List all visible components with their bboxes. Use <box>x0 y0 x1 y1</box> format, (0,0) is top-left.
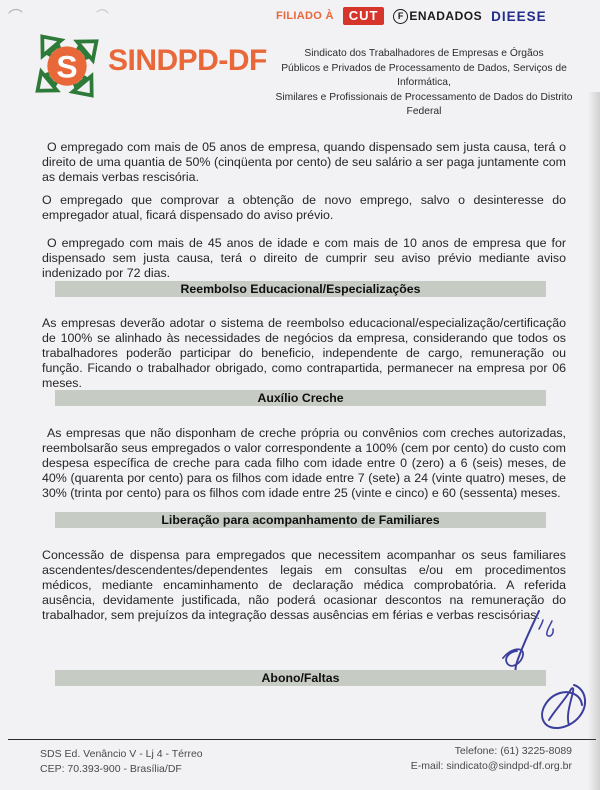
sindpd-pinwheel-logo-icon <box>22 24 112 108</box>
section-heading-liberacao-familiares <box>55 512 546 528</box>
paragraph-liberacao-familiares: Concessão de dispensa para empregados que necessitem acompanhar os seus familiares ascendentes/descendentes/dependentes legais em consultas e/ou em procedimentos médicos, mediante encaminhamento de declaração médica comprobatória. A referida ausência, devidamente justificada, não poderá ocasionar descontos na remuneração do trabalhador, sem prejuízos da integração dessas ausências em férias e verbas rescisórias. <box>42 548 566 623</box>
paragraph-dismissal-5-years: O empregado com mais de 05 anos de empresa, quando dispensado sem justa causa, terá o direito de uma quantia de 50% (cinqüenta por cento) de seu salário a ser paga juntamente com as demais verbas rescisória. <box>42 140 566 185</box>
footer-phone: Telefone: (61) 3225-8089 <box>454 745 572 757</box>
scan-page-edge <box>588 92 600 790</box>
fenadados-text: ENADADOS <box>409 9 483 23</box>
affiliation-row <box>276 7 547 25</box>
handwritten-signature-icon <box>534 680 590 732</box>
footer-address-line1: SDS Ed. Venâncio V - Lj 4 - Térreo <box>40 748 203 760</box>
paragraph-45-years-notice: O empregado com mais de 45 anos de idade e com mais de 10 anos de empresa que for dispensado sem justa causa, terá o direito de cumprir seu aviso prévio mediante aviso indenizado por 72 dias. <box>42 236 566 281</box>
handwritten-initials-icon <box>496 608 558 678</box>
footer-address <box>40 747 203 777</box>
section-heading-label: Auxílio Creche <box>257 391 344 405</box>
section-heading-label: Reembolso Educacional/Especializações <box>180 282 421 296</box>
paragraph-new-job-notice: O empregado que comprovar a obtenção de novo emprego, salvo o desinteresse do empregador atual, ficará dispensado do aviso prévio. <box>42 193 566 223</box>
cut-logo: CUT <box>343 7 385 25</box>
paragraph-reembolso-educacional: As empresas deverão adotar o sistema de reembolso educacional/especialização/certificação de 100% se alinhado às necessidades de negócios da empresa, considerando que todos os trabalhadores poderão participar do beneficio, independente de cargo, remuneração ou função. Ficando o trabalhador obrigado, como contrapartida, permanecer na empresa por 06 meses. <box>42 316 566 391</box>
footer-contact <box>411 744 572 774</box>
svg-text:S: S <box>56 48 78 85</box>
fenadados-circle-f-icon: F <box>393 9 408 24</box>
section-heading-abono-faltas <box>55 670 546 686</box>
org-description-line: Sindicato dos Trabalhadores de Empresas e Órgãos <box>304 48 544 59</box>
org-name: SINDPD-DF <box>108 44 267 77</box>
affiliation-label: FILIADO À <box>276 10 334 22</box>
section-heading-auxilio-creche <box>55 390 546 406</box>
footer-divider <box>8 739 596 740</box>
footer-address-line2: CEP: 70.393-900 - Brasília/DF <box>40 763 182 775</box>
fenadados-logo <box>393 9 482 24</box>
org-description-line: Similares e Profissionais de Processamento de Dados do Distrito Federal <box>275 91 573 117</box>
paragraph-auxilio-creche: As empresas que não disponham de creche própria ou convênios com creches autorizadas, reembolsarão seus empregados o valor correspondente a 100% (cem por cento) do custo com despesa específica de creche para cada filho com idade entre 0 (zero) a 6 (seis) meses, de 40% (quarenta por cento) para os filhos com idade entre 7 (sete) a 24 (vinte quatro) meses, de 30% (trinta por cento) para os filhos com idade entre 25 (vinte e cinco) e 60 (sessenta) meses. <box>42 426 566 501</box>
org-description <box>258 47 590 120</box>
section-heading-reembolso-educacional <box>55 281 546 297</box>
footer-email: E-mail: sindicato@sindpd-df.org.br <box>410 760 572 772</box>
section-heading-label: Abono/Faltas <box>261 671 340 685</box>
section-heading-label: Liberação para acompanhamento de Familiares <box>161 513 440 527</box>
dieese-logo: DIEESE <box>491 8 547 24</box>
pencil-mark <box>5 2 125 20</box>
org-description-line: Públicos e Privados de Processamento de Dados, Serviços de Informática, <box>281 62 567 88</box>
